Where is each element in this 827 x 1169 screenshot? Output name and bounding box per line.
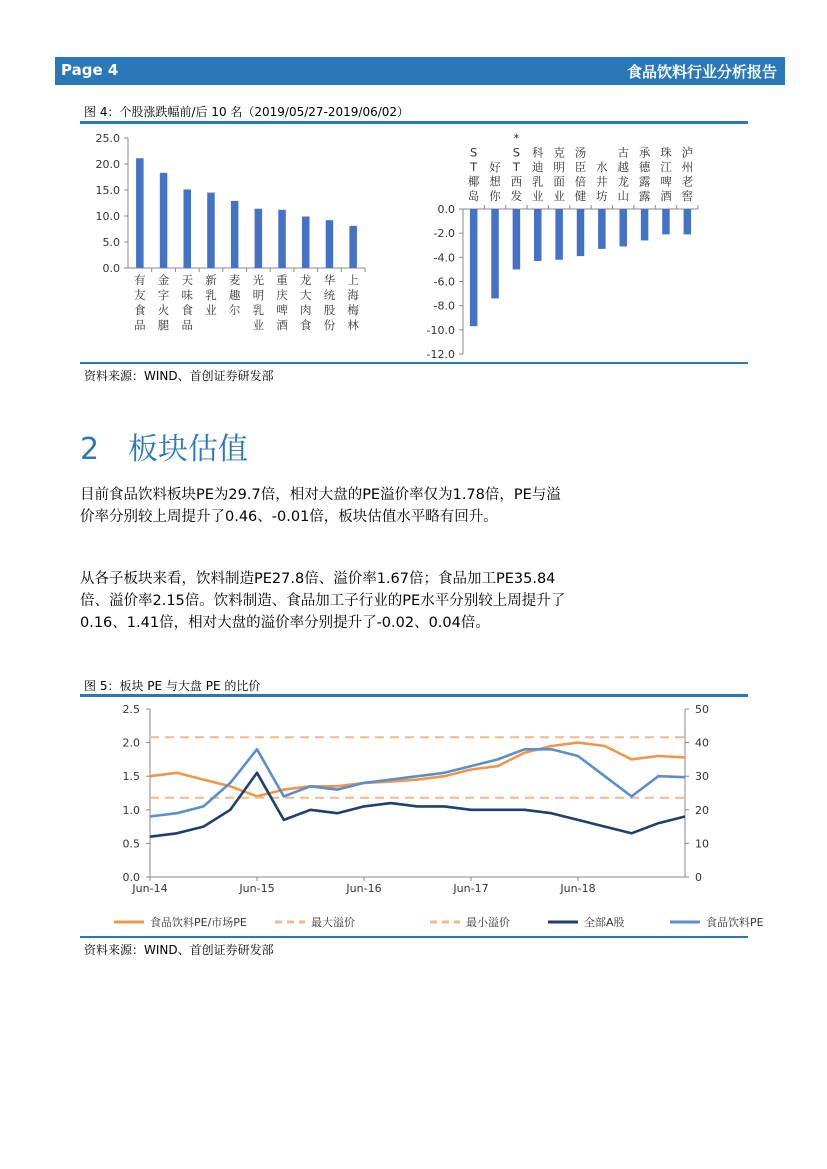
category-label-char: 越 xyxy=(617,160,629,174)
right-y-tick-label: 10 xyxy=(695,837,709,851)
report-title: 食品饮料行业分析报告 xyxy=(626,63,777,81)
figure5-source: 资料来源：WIND、首创证券研发部 xyxy=(84,943,274,957)
category-label-char: 食 xyxy=(134,303,146,317)
bar xyxy=(491,209,499,298)
bar xyxy=(513,209,521,269)
figure4-source: 资料来源：WIND、首创证券研发部 xyxy=(84,369,274,383)
bar xyxy=(160,173,168,268)
category-label-char: S xyxy=(512,145,521,160)
category-label-char: 啤 xyxy=(276,303,288,317)
category-label-char: 品 xyxy=(134,318,146,332)
category-label-char: 承 xyxy=(638,145,651,160)
category-label-char: 味 xyxy=(181,288,193,302)
category-label-char: 酒 xyxy=(660,189,672,203)
category-label-char: 有 xyxy=(134,273,146,287)
category-label-char: 江 xyxy=(660,160,672,174)
category-label-char: 岛 xyxy=(467,189,480,203)
y-tick-label: -4.0 xyxy=(433,251,455,265)
category-label-char: 天 xyxy=(181,273,193,287)
category-label-char: 泸 xyxy=(681,145,694,160)
category-label-char: 发 xyxy=(510,189,523,203)
category-label-char: 尔 xyxy=(228,303,241,317)
category-label-char: S xyxy=(470,145,478,160)
category-label-char: 井 xyxy=(596,174,608,189)
bar xyxy=(136,158,144,268)
right-y-tick-label: 50 xyxy=(695,703,709,716)
category-label-char: 乳 xyxy=(252,303,265,317)
category-label-char: 科 xyxy=(532,145,544,160)
right-y-tick-label: 30 xyxy=(695,770,709,784)
figure5-top-rule xyxy=(80,694,748,697)
category-label-char: 业 xyxy=(532,189,544,203)
category-label-char: 份 xyxy=(323,318,336,332)
bar xyxy=(231,201,239,268)
left-y-tick-label: 2.5 xyxy=(122,703,140,716)
category-label-char: 友 xyxy=(134,288,146,302)
top-gainers-chart xyxy=(80,125,370,345)
category-label-char: 西 xyxy=(510,174,523,189)
y-tick-label: 20.0 xyxy=(95,158,120,171)
left-y-tick-label: 0.0 xyxy=(122,871,140,884)
category-label-char: 臣 xyxy=(574,160,587,174)
category-label-char: 啤 xyxy=(660,174,672,189)
bar xyxy=(534,209,542,261)
category-label-char: 老 xyxy=(681,174,694,189)
right-y-tick-label: 20 xyxy=(695,803,709,817)
category-label-char: 品 xyxy=(181,318,193,332)
y-tick-label: 10.0 xyxy=(95,210,120,223)
category-label-char: 肉 xyxy=(300,303,312,317)
page-header-bar xyxy=(55,57,785,85)
category-label-char: 坊 xyxy=(596,189,608,203)
x-tick-label: Jun-18 xyxy=(560,882,596,895)
bar xyxy=(641,209,649,240)
category-label-char: * xyxy=(513,131,520,145)
category-label-char: 火 xyxy=(157,303,170,317)
category-label-char: 健 xyxy=(574,189,587,203)
category-label-char: 金 xyxy=(157,273,170,287)
category-label-char: 椰 xyxy=(467,174,480,189)
bar xyxy=(555,209,563,260)
pe-ratio-chart xyxy=(80,698,764,936)
category-label-char: 统 xyxy=(323,288,336,302)
bar xyxy=(598,209,606,249)
figure4-top-rule xyxy=(80,121,748,124)
category-label-char: 龙 xyxy=(300,273,312,287)
category-label-char: 食 xyxy=(300,318,312,332)
right-y-tick-label: 40 xyxy=(695,736,709,750)
y-tick-label: -12.0 xyxy=(426,348,455,361)
left-y-tick-label: 2.0 xyxy=(122,736,140,750)
legend-label: 最大溢价 xyxy=(311,916,355,929)
category-label-char: 梅 xyxy=(347,303,359,317)
category-label-char: 面 xyxy=(553,174,565,189)
category-label-char: 酒 xyxy=(276,318,288,332)
y-tick-label: 25.0 xyxy=(95,132,120,145)
category-label-char: 食 xyxy=(181,303,193,317)
category-label-char: 业 xyxy=(205,303,217,317)
category-label-char: 迪 xyxy=(532,160,544,174)
x-tick-label: Jun-15 xyxy=(239,882,275,895)
y-tick-label: 0.0 xyxy=(437,203,455,216)
y-tick-label: 15.0 xyxy=(95,184,120,197)
category-label-char: 业 xyxy=(553,189,565,203)
section-number: 2 xyxy=(80,432,100,467)
left-y-tick-label: 1.5 xyxy=(122,770,140,784)
category-label-char: 德 xyxy=(638,160,651,174)
category-label-char: 光 xyxy=(252,273,265,287)
category-label-char: 新 xyxy=(205,273,217,287)
y-tick-label: -8.0 xyxy=(433,299,455,313)
series-line xyxy=(150,743,685,797)
category-label-char: 股 xyxy=(323,303,336,317)
category-label-char: 乳 xyxy=(205,288,217,302)
category-label-char: 明 xyxy=(252,288,265,302)
category-label-char: 上 xyxy=(347,273,359,287)
y-tick-label: -10.0 xyxy=(426,323,455,337)
category-label-char: 腿 xyxy=(157,318,170,332)
category-label-char: 露 xyxy=(638,189,651,203)
category-label-char: 趣 xyxy=(228,288,241,302)
right-y-tick-label: 0 xyxy=(695,871,702,884)
category-label-char: 山 xyxy=(617,189,629,203)
category-label-char: 麦 xyxy=(228,273,241,287)
legend-label: 食品饮料PE/市场PE xyxy=(150,916,247,929)
bar xyxy=(207,193,215,268)
figure4-title: 图 4：个股涨跌幅前/后 10 名（2019/05/27-2019/06/02） xyxy=(84,105,410,119)
y-tick-label: -2.0 xyxy=(433,227,455,241)
category-label-char: 明 xyxy=(553,160,565,174)
left-y-tick-label: 1.0 xyxy=(122,803,140,817)
x-tick-label: Jun-17 xyxy=(453,882,489,895)
category-label-char: 业 xyxy=(252,318,265,332)
bar xyxy=(470,209,478,326)
category-label-char: 倍 xyxy=(574,174,587,189)
bar xyxy=(349,226,357,268)
bar xyxy=(302,217,310,268)
paragraph-subsectors: 从各子板块来看，饮料制造PE27.8倍、溢价率1.67倍；食品加工PE35.84倍、溢价率2.15倍。饮料制造、食品加工子行业的PE水平分别较上周提升了0.16、1.41倍，相对大盘的溢价率分别提升了-0.02、0.04倍。 xyxy=(80,571,566,631)
category-label-char: 古 xyxy=(617,145,629,160)
bar xyxy=(577,209,585,256)
y-tick-label: 5.0 xyxy=(102,236,120,249)
x-tick-label: Jun-14 xyxy=(132,882,168,895)
section-heading xyxy=(80,424,248,468)
category-label-char: 庆 xyxy=(276,288,288,302)
legend-label: 全部A股 xyxy=(584,916,625,929)
category-label-char: 乳 xyxy=(532,174,544,189)
category-label-char: 好 xyxy=(489,160,501,174)
category-label-char: 州 xyxy=(681,160,694,174)
legend-label: 食品饮料PE xyxy=(706,916,764,929)
bar xyxy=(619,209,627,246)
top-losers-chart xyxy=(415,125,705,360)
x-tick-label: Jun-16 xyxy=(346,882,382,895)
paragraph-valuation: 目前食品饮料板块PE为29.7倍，相对大盘的PE溢价率仅为1.78倍，PE与溢价率分别较上周提升了0.46、-0.01倍，板块估值水平略有回升。 xyxy=(80,487,561,525)
category-label-char: 海 xyxy=(347,288,359,302)
bar xyxy=(255,209,263,268)
bar xyxy=(326,220,334,268)
category-label-char: T xyxy=(512,160,520,174)
category-label-char: 汤 xyxy=(574,145,587,160)
legend-label: 最小溢价 xyxy=(466,916,510,929)
category-label-char: 水 xyxy=(596,160,608,174)
left-y-tick-label: 0.5 xyxy=(122,837,140,851)
bar xyxy=(662,209,670,234)
category-label-char: T xyxy=(470,160,478,174)
section-title: 板块估值 xyxy=(128,432,248,467)
category-label-char: 露 xyxy=(638,174,651,189)
figure5-title: 图 5：板块 PE 与大盘 PE 的比价 xyxy=(84,679,261,693)
category-label-char: 华 xyxy=(323,273,336,287)
category-label-char: 林 xyxy=(347,318,359,332)
category-label-char: 窖 xyxy=(681,189,694,203)
figure5-bottom-rule xyxy=(80,936,748,938)
page-number: Page 4 xyxy=(61,61,119,79)
figure4-bottom-rule xyxy=(80,362,748,364)
category-label-char: 大 xyxy=(300,288,312,302)
category-label-char: 重 xyxy=(276,273,288,287)
bar xyxy=(184,189,192,268)
category-label-char: 字 xyxy=(157,288,170,302)
category-label-char: 珠 xyxy=(660,145,672,160)
category-label-char: 想 xyxy=(489,174,501,189)
y-tick-label: -6.0 xyxy=(433,275,455,289)
y-tick-label: 0.0 xyxy=(102,262,120,275)
category-label-char: 克 xyxy=(553,145,565,160)
bar xyxy=(684,209,692,234)
category-label-char: 龙 xyxy=(617,174,629,189)
category-label-char: 你 xyxy=(489,189,501,203)
bar xyxy=(278,210,286,268)
